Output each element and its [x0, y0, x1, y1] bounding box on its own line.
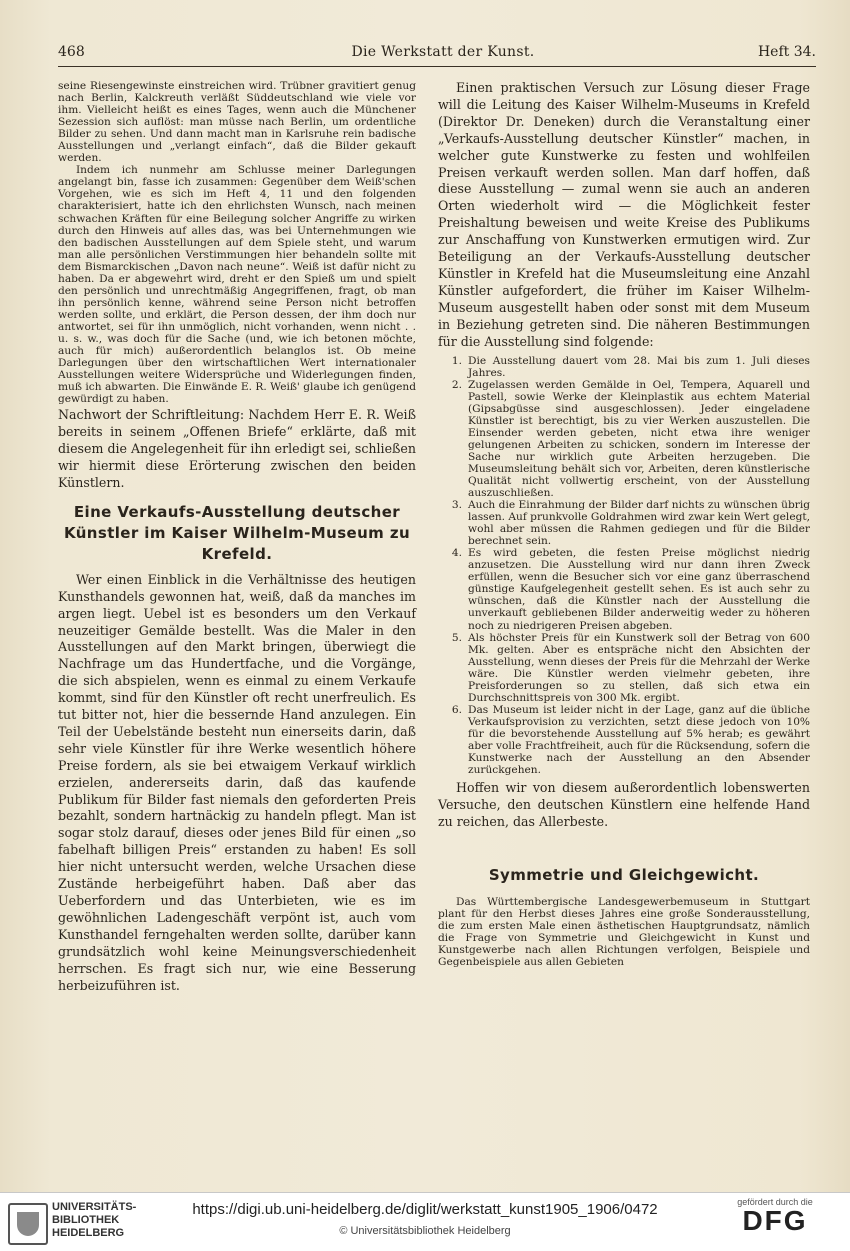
library-crest-icon — [8, 1203, 48, 1245]
library-name: UNIVERSITÄTS- BIBLIOTHEK HEIDELBERG — [52, 1201, 137, 1239]
viewer-footer — [0, 1192, 850, 1251]
list-item: 3. Auch die Einrahmung der Bilder darf nichts zu wünschen übrig lassen. Auf prunkvolle Goldrahmen wird zwar kein Wert gelegt, wohl aber müssen die Rahmen gediegen und für die Bilder berechnet sein. — [451, 499, 810, 548]
header-rule — [58, 66, 816, 67]
right-column — [438, 80, 810, 968]
list-item: 6. Das Museum ist leider nicht in der Lage, ganz auf die übliche Verkaufsprovision zu verzichten, setzt diese jedoch von 10% für die bevorstehende Ausstellung auf 5% herab; es gewährt aber volle Frachtfreiheit, auch für die Rücksendung, sofern die Kunstwerke nach der Ausstellung an den Absender zurückgehen. — [451, 703, 810, 777]
copyright-notice: © Universitätsbibliothek Heidelberg — [339, 1225, 511, 1237]
paragraph-intro: Wer einen Einblick in die Verhältnisse des heutigen Kunsthandels gewonnen hat, weiß, daß da manches im argen liegt. Uebel ist es besonders um den Verkauf neuzeitiger Gemälde bestellt. Was die Maler in den Ausstellungen auf den Markt bringen, überwiegt die Nachfrage um das Hundertfache, und die Vorgänge, die sich abspielen, wenn es einmal zu einem Verkaufe kommt, sind für den Künstler oft recht unerfreulich. Es tut bitter not, hier die bessernde Hand anzulegen. Ein Teil der Uebelstände besteht nun einerseits darin, daß sehr viele Künstler für ihre Werke wesentlich höhere Preise fordern, als sie bei etwaigem Verkauf wirklich erzielen, andererseits darin, daß das kaufende Publikum für Bilder fast niemals den geforderten Preis bezahlt, sondern hartnäckig zu handeln pflegt. Man ist sogar stolz darauf, dieses oder jenes Bild für einen „so fabelhaft billigen Preis“ erstanden zu haben! Es soll hier nicht untersucht werden, welche Ursachen diese Zustände herbeigeführt haben. Daß aber das Ueberfordern und das Unterbieten, wie es im gewöhnlichen Ladengeschäft verpönt ist, auch vom Kunsthandel ferngehalten werden sollte, darüber kann grundsätzlich wohl keine Meinungsverschiedenheit herrschen. Es fragt sich nur, wie eine Besserung herbeizuführen ist. — [58, 571, 416, 993]
running-header — [58, 44, 828, 66]
page-number: 468 — [58, 44, 85, 60]
funder-name: DFG — [742, 1205, 808, 1236]
paragraph-stuttgart: Das Württembergische Landesgewerbemuseum in Stuttgart plant für den Herbst dieses Jahres eine große Sonderausstellung, die zum ersten Male einen ästhetischen Hauptgrundsatz, nämlich die Frage von Symmetrie und Gleichgewicht in Kunst und Kunstgewerbe nach allen Richtungen verfolgen, Beispiele und Gegenbeispiele aus allen Gebieten — [438, 895, 810, 969]
issue-number: Heft 34. — [757, 44, 816, 60]
list-item: 4. Es wird gebeten, die festen Preise möglichst niedrig anzusetzen. Die Ausstellung wird nur dann ihren Zweck erfüllen, wenn die Besucher sich vor eine ganz überraschend günstige Kaufgelegenheit gestellt sehen. Es ist auch sehr zu wünschen, daß die Künstler nach der Ausstellung die unverkauft gebliebenen Bilder anderweitig weder zu höheren noch zu niedrigeren Preisen abgeben. — [451, 547, 810, 632]
permalink[interactable]: https://digi.ub.uni-heidelberg.de/diglit/werkstatt_kunst1905_1906/0472 — [192, 1201, 658, 1218]
regulations-list — [438, 355, 810, 777]
funder-note: gefördert durch die — [737, 1197, 813, 1207]
paragraph-proposal: Einen praktischen Versuch zur Lösung dieser Frage will die Leitung des Kaiser Wilhelm-Museums in Krefeld (Direktor Dr. Deneken) durch die Veranstaltung einer „Verkaufs-Ausstellung deutscher Künstler“ machen, in welcher gute Kunstwerke zu festen und wohlfeilen Preisen verkauft werden sollen. Man darf hoffen, daß diese Ausstellung — zumal wenn sie auch an anderen Orten wiederholt wird — die Möglichkeit fester Preishaltung beweisen und weite Kreise des Publikums zur Anschaffung von Kunstwerken ermutigen wird. Zur Beteiligung an der Verkaufs-Ausstellung deutscher Künstler in Krefeld hat die Museumsleitung eine Anzahl Künstler aufgefordert, die früher im Kaiser Wilhelm-Museum ausgestellt haben oder sonst mit dem Museum in Beziehung getreten sind. Die näheren Bestimmungen für die Ausstellung sind folgende: — [438, 80, 810, 349]
article-heading-symmetrie: Symmetrie und Gleichgewicht. — [488, 865, 760, 884]
paragraph-summary: Indem ich nunmehr am Schlusse meiner Darlegungen angelangt bin, fasse ich zusammen: Gegenüber dem Weiß'schen Vorgehen, wie es sich im Heft 4, 11 und den folgenden charakterisiert, hatte ich den ehrlichsten Wunsch, nach meinen schwachen Kräften für eine Beilegung solcher Angriffe zu wirken durch den Hinweis auf alles das, was bei Unternehmungen wie den badischen Ausstellungen auf dem Spiele steht, und warum man alle persönlichen Verstimmungen hier behandeln sollte mit dem Bismarckischen „Davon nach neune“. Weiß ist dafür nicht zu haben. Da er abgewehrt wird, dreht er den Spieß um und spielt den persönlich und unrechtmäßig Angegriffenen, fragt, ob man ihn persönlich kenne, während seine Person nicht betroffen werden sollte, und erklärt, die Person dessen, der ihm doch nur antwortet, sei für ihn unmöglich, nicht vorhanden, wenn nicht . . u. s. w., was doch für die Sache (und, wie ich betonen möchte, auch für mich) außerordentlich belanglos ist. Ob meine Darlegungen über den wirtschaftlichen Wert internationaler Ausstellungen weitere Widersprüche und Widerlegungen finden, muß ich abwarten. Die Einwände E. R. Weiß' glaube ich genügend gewürdigt zu haben. — [58, 164, 416, 406]
editorial-note: Nachwort der Schriftleitung: Nachdem Herr E. R. Weiß bereits in seinem „Offenen Briefe“ erklärte, daß mit diesem die Angelegenheit für ihn erledigt sei, schließen wir hiermit diese Erörterung zwischen den beiden Künstlern. — [58, 407, 416, 490]
dfg-logo[interactable] — [710, 1197, 840, 1237]
paragraph-closing: Hoffen wir von diesem außerordentlich lobenswerten Versuche, den deutschen Künstlern eine helfende Hand zu reichen, das Allerbeste. — [438, 780, 810, 829]
paragraph-continued: seine Riesengewinste einstreichen wird. Trübner gravitiert genug nach Berlin, Kalckreuth verläßt Süddeutschland wie viele vor ihm. Vielleicht heißt es eines Tages, wenn auch die Münchener Sezession sich auflöst: man müsse nach Berlin, um ordentliche Bilder zu sehen. Und dann macht man in Karlsruhe rein badische Ausstellungen und „verlangt einfach“, daß die Bilder gekauft werden. — [58, 80, 416, 165]
list-item: 5. Als höchster Preis für ein Kunstwerk soll der Betrag von 600 Mk. gelten. Aber es entspräche nicht den Absichten der Ausstellung, wenn dieses der Preis für die Mehrzahl der Werke wäre. Die Künstler werden vielmehr gebeten, ihre Preisforderungen so zu stellen, daß sich etwa ein Durchschnittspreis von 300 Mk. ergibt. — [451, 631, 810, 704]
journal-title: Die Werkstatt der Kunst. — [351, 44, 535, 60]
list-item: 1. Die Ausstellung dauert vom 28. Mai bis zum 1. Juli dieses Jahres. — [451, 354, 810, 379]
article-heading-krefeld: Eine Verkaufs-Ausstellung deutscher Künstler im Kaiser Wilhelm-Museum zu Krefeld. — [63, 502, 411, 563]
left-column — [58, 80, 416, 994]
library-logo[interactable] — [8, 1199, 148, 1245]
list-item: 2. Zugelassen werden Gemälde in Oel, Tempera, Aquarell und Pastell, sowie Werke der Kleinplastik aus echtem Material (Gipsabgüsse sind ausgeschlossen). Jeder eingeladene Künstler ist berechtigt, bis zu vier Werken auszustellen. Die Einsender werden gebeten, nicht etwa ihre weniger gelungenen Arbeiten zu schicken, sondern im Interesse der Sache nur wirklich gute Arbeiten herzugeben. Die Museumsleitung behält sich vor, Arbeiten, deren künstlerische Qualität nicht vollwertig erscheint, von der Ausstellung auszuschließen. — [451, 378, 810, 500]
